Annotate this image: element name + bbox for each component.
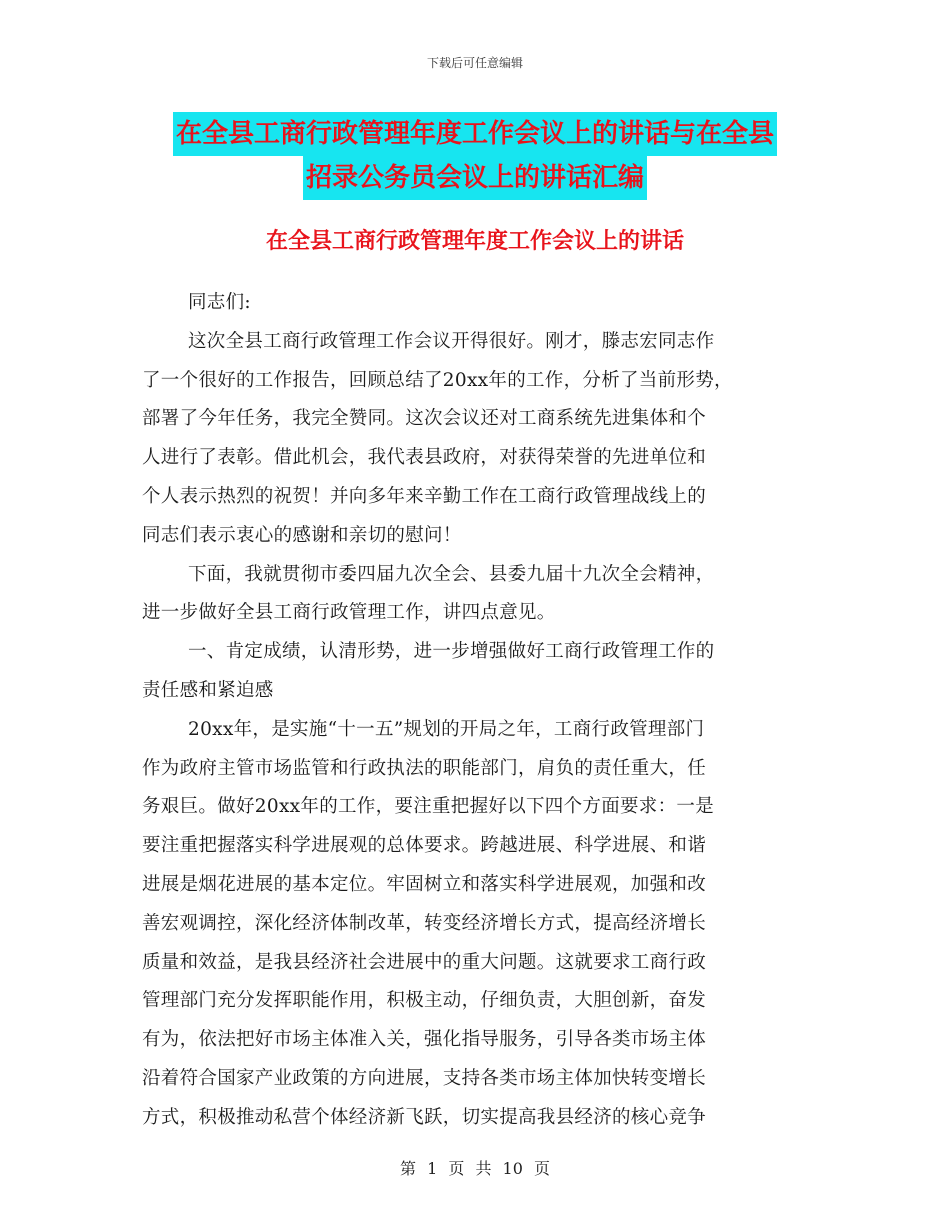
body-paragraph: 这次全县工商行政管理工作会议开得很好。刚才，滕志宏同志作 了一个很好的工作报告，回顾总结了20xx年的工作，分析了当前形势， 部署了今年任务，我完全赞同。这次会议还对工商系统先进集体和个 人进行了表彰。借此机会，我代表县政府，对获得荣誉的先进单位和 个人表示热烈的祝贺！并向多年来辛勤工作在工商行政管理战线上的 同志们表示衷心的感谢和亲切的慰问！ bbox=[142, 330, 733, 546]
body-paragraph: 下面，我就贯彻市委四届九次全会、县委九届十九次全会精神， 进一步做好全县工商行政管理工作，讲四点意见。 bbox=[142, 563, 715, 624]
greeting-paragraph: 同志们: bbox=[188, 292, 251, 313]
section-title: 在全县工商行政管理年度工作会议上的讲话 bbox=[265, 228, 684, 254]
title-line-1: 在全县工商行政管理年度工作会议上的讲话与在全县 bbox=[173, 112, 777, 156]
section-heading-paragraph: 一、肯定成绩，认清形势，进一步增强做好工商行政管理工作的 责任感和紧迫感 bbox=[142, 641, 715, 701]
document-title bbox=[0, 112, 950, 200]
body-paragraph: 20xx年，是实施“十一五”规划的开局之年，工商行政管理部门 作为政府主管市场监管和行政执法的职能部门，肩负的责任重大，任 务艰巨。做好20xx年的工作，要注重把握好以下四个方面要求：一是 要注重把握落实科学进展观的总体要求。跨越进展、科学进展、和谐 进展是烟花进展的基本定位。牢固树立和落实科学进展观，加强和改 善宏观调控，深化经济体制改革，转变经济增长方式，提高经济增长 质量和效益，是我县经济社会进展中的重大问题。这就要求工商行政 管理部门充分发挥职能作用，积极主动，仔细负责，大胆创新，奋发 有为，依法把好市场主体准入关，强化指导服务，引导各类市场主体 沿着符合国家产业政策的方向进展，支持各类市场主体加快转变增长 方式，积极推动私营个体经济新飞跃，切实提高我县经济的核心竞争 bbox=[142, 718, 715, 1128]
title-line-2: 招录公务员会议上的讲话汇编 bbox=[303, 156, 647, 200]
header-note: 下载后可任意编辑 bbox=[426, 56, 523, 70]
page-footer: 第 1 页 共 10 页 bbox=[400, 1159, 550, 1178]
document-body bbox=[142, 284, 812, 1138]
